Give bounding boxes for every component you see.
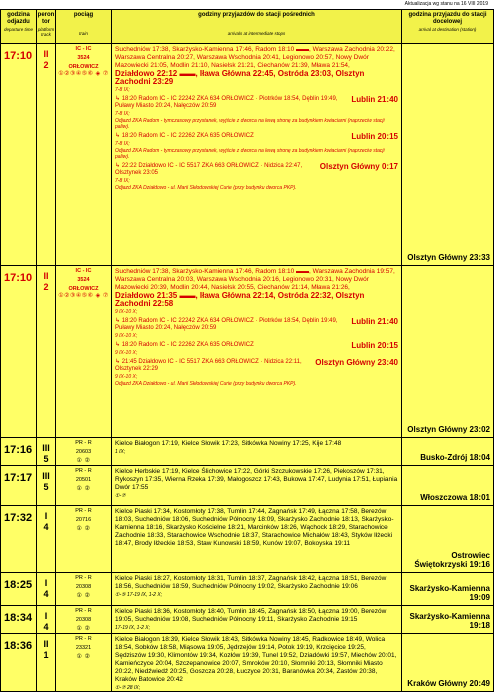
departure-cell [1, 606, 37, 634]
platform-number: II [43, 271, 49, 281]
connection-note: Odjazd ZKA Działdowo - ul. Marii Skłodowskiej Curie (przy budynku dworca PKP). [115, 381, 297, 387]
connection [115, 359, 398, 387]
connection-destination: Lublin 21:40 [351, 317, 398, 326]
destination-cell [402, 44, 494, 266]
departure-time: 18:34 [4, 612, 33, 624]
table-row [1, 506, 494, 573]
connection-destination: Olsztyn Główny 0:17 [319, 162, 398, 171]
connection-arrow-icon: ↳ [115, 163, 122, 169]
connection-text: 21:45 Działdowo IC - IC 5517 ZKA 663 ORŁOWICZ · Nidzica 22:11, Olsztynek 22:29 [115, 359, 302, 372]
departure-time: 18:36 [4, 640, 33, 652]
intermediate-stops-2: Działdowo 21:35 ▬▬, Iława Główna 22:14, Ostróda 22:32, Olsztyn Zachodni 22:58 [115, 291, 365, 308]
destination: Busko-Zdrój 18:04 [420, 453, 490, 462]
service-icons: ① ② [76, 626, 91, 632]
departure-time: 17:16 [4, 444, 33, 456]
connection-destination: Lublin 20:15 [351, 341, 398, 350]
intermediate-stops: Kielce Piaski 18:36, Kostomłoty 18:40, Tumlin 18:45, Zagnańsk 18:50, Łączna 19:00, Berezów 19:05, Suchedniów 19:08, Suchedniów Północny 19:11, Skarżysko Zachodnie 19:15 [115, 608, 387, 623]
platform-cell [37, 266, 56, 438]
train-number: 20308 [75, 584, 92, 590]
train-cell [56, 44, 112, 266]
connection-destination: Lublin 20:15 [351, 132, 398, 141]
departure-time: 18:25 [4, 579, 33, 591]
train-number: 20716 [75, 517, 92, 523]
train-number: 23321 [75, 645, 92, 651]
track-number: 5 [43, 454, 49, 464]
connection-note: Odjazd ZKA Działdowo - ul. Marii Skłodowskiej Curie (przy budynku dworca PKP). [115, 185, 297, 191]
connection [115, 318, 398, 339]
stops-cell [112, 506, 402, 573]
train-category: PR - R [75, 508, 92, 514]
train-cell [56, 634, 112, 692]
intermediate-stops: Suchedniów 17:38, Skarżysko-Kamienna 17:46, Radom 18:10 ▬▬, Warszawa Zachodnia 19:57, Warszawa Centralna 20:03, Warszawa Wschodnia 20:16, Legionowo 20:31, Nowy Dwór Mazowiecki 20:39, Modlin 20:44, Nasielsk 20:55, Ciechanów 21:14, Mława 21:26, [115, 268, 395, 291]
train-cell [56, 506, 112, 573]
destination: Ostrowiec Świętokrzyski 19:16 [414, 551, 490, 569]
destination: Olsztyn Główny 23:33 [407, 253, 490, 262]
train-category: IC - IC [75, 46, 92, 52]
track-number: 5 [43, 482, 49, 492]
table-row [1, 634, 494, 692]
train-number: 20308 [75, 617, 92, 623]
destination-cell [402, 506, 494, 573]
platform-number: I [44, 611, 48, 621]
table-row [1, 573, 494, 606]
intermediate-stops: Kielce Piaski 17:34, Kostomłoty 17:38, Tumlin 17:44, Zagnańsk 17:49, Łączna 17:58, Berezów 18:03, Suchedniów 18:06, Suchedniów Północny 18:09, Skarżysko Zachodnie 18:13, Skarżysko-Kamienna 18:16, Skarżysko Kościelne 18:21, Marcinków 18:26, Wąchock 18:29, Starachowice Zachodnie 18:33, Starachowice Wschodnie 18:37, Starachowice Michałów 18:43, Styków Iłżecki 18:47, Brody Iłżeckie 18:53, Staw Kunowski 18:59, Kunów 19:07, Bokoyska 19:11 [115, 508, 394, 547]
service-icons: ① ② [76, 526, 91, 532]
timetable [0, 9, 494, 692]
connection-arrow-icon: ↳ [115, 342, 122, 348]
train-category: PR - R [75, 468, 92, 474]
destination-cell [402, 438, 494, 466]
destination: Włoszczowa 18:01 [420, 493, 490, 502]
service-icons: ①②③④⑤⑥ ◈ ⑦ [58, 293, 109, 299]
destination: Skarżysko-Kamienna 19:18 [409, 612, 490, 630]
service-icons: ①②③④⑤⑥ ◈ ⑦ [58, 71, 109, 77]
track-number: 4 [43, 622, 49, 632]
update-notice: Aktualizacja wg stanu na 16 VIII 2019 [404, 1, 488, 7]
track-number: 4 [43, 589, 49, 599]
departure-time: 17:32 [4, 512, 33, 524]
service-days: 9 IX-10 X; [115, 309, 138, 315]
train-number: 20603 [75, 449, 92, 455]
table-row [1, 606, 494, 634]
platform-cell [37, 634, 56, 692]
destination: Olsztyn Główny 23:02 [407, 425, 490, 434]
departure-cell [1, 438, 37, 466]
table-row [1, 438, 494, 466]
platform-number: II [43, 49, 49, 59]
connection-text: 18:20 Radom IC - IC 22262 ZKA 635 ORŁOWICZ [121, 133, 254, 139]
platform-cell [37, 506, 56, 573]
connection-destination: Olsztyn Główny 23:40 [315, 358, 398, 367]
destination-cell [402, 466, 494, 506]
connection-text: 18:20 Radom IC - IC 22262 ZKA 635 ORŁOWICZ [121, 342, 254, 348]
train-category: PR - R [75, 608, 92, 614]
stops-cell [112, 606, 402, 634]
departure-cell [1, 506, 37, 573]
connection-days: 9 IX-10 X; [115, 333, 138, 339]
train-cell [56, 606, 112, 634]
platform-number: II [43, 639, 49, 649]
train-category: IC - IC [75, 268, 92, 274]
connection-text: 18:20 Radom IC - IC 22242 ZKA 634 ORŁOWICZ · Piotrków 18:54, Dęblin 19:49, Puławy Miasto 20:24, Nałęczów 20:59 [115, 96, 338, 109]
destination: Kraków Główny 20:49 [407, 679, 490, 688]
train-category: PR - R [75, 575, 92, 581]
stops-cell [112, 438, 402, 466]
connection-arrow-icon: ↳ [115, 133, 122, 139]
departure-time: 17:10 [4, 272, 33, 284]
train-cell [56, 466, 112, 506]
connection-days: 7-8 IX; [115, 178, 130, 184]
table-row [1, 44, 494, 266]
stops-cell [112, 466, 402, 506]
track-number: 4 [43, 522, 49, 532]
departure-time: 17:17 [4, 472, 33, 484]
connection-destination: Lublin 21:40 [351, 95, 398, 104]
service-icons: ① ② [76, 458, 91, 464]
service-days: ①-⑦ 28 IX; [115, 685, 141, 691]
train-name: ORŁOWICZ [68, 64, 99, 70]
service-days: 7-8 IX; [115, 87, 130, 93]
service-days: ①-⑤ 17-19 IX, 1-2 X; [115, 592, 163, 598]
departure-cell [1, 44, 37, 266]
stops-cell [112, 573, 402, 606]
destination: Skarżysko-Kamienna 19:09 [409, 584, 490, 602]
train-number: 20501 [75, 477, 92, 483]
table-row [1, 266, 494, 438]
connection-days: 9 IX-10 X; [115, 350, 138, 356]
header-via: godziny przyjazdów do stacji pośrednich arrivals at intermediate stops [112, 10, 402, 44]
track-number: 2 [43, 60, 49, 70]
departure-cell [1, 266, 37, 438]
service-icons: ① ② [76, 593, 91, 599]
departure-cell [1, 634, 37, 692]
track-number: 2 [43, 282, 49, 292]
platform-cell [37, 44, 56, 266]
platform-number: I [44, 578, 48, 588]
connection-text: 18:20 Radom IC - IC 22242 ZKA 634 ORŁOWICZ · Piotrków 18:54, Dęblin 19:49, Puławy Miasto 20:24, Nałęczów 20:59 [115, 318, 338, 331]
connection [115, 133, 398, 160]
connection-arrow-icon: ↳ [115, 359, 122, 365]
connection [115, 96, 398, 130]
table-row [1, 466, 494, 506]
intermediate-stops: Kielce Białogon 17:19, Kielce Słowik 17:23, Sitkówka Nowiny 17:25, Kije 17:48 [115, 440, 342, 447]
destination-cell [402, 266, 494, 438]
train-cell [56, 573, 112, 606]
connection-days: 7-8 IX; [115, 111, 130, 117]
platform-cell [37, 606, 56, 634]
stops-cell [112, 266, 402, 438]
header-platform: peron tor platform track [37, 10, 56, 44]
stops-cell [112, 44, 402, 266]
intermediate-stops: Kielce Białogon 18:39, Kielce Słowik 18:43, Sitkówka Nowiny 18:45, Radkowice 18:49, Wolica 18:54, Sobków 18:58, Miąsowa 19:05, Jędrzejów 19:14, Potok 19:19, Krzcięcice 19:25, Sędziszów 19:30, Klimontów 19:34, Kozłów 19:39, Tunel 19:52, Dziadówki 19:57, Miechów 20:01, Kamieńczyce 20:04, Szczepanowice 20:07, Smroków 20:10, Słomniki 20:13, Słomniki Miasto 20:22, Niedźwiedź 20:25, Goszcza 20:28, Łuczyce 20:31, Baranówka 20:34, Zastów 20:38, Kraków Batowice 20:42 [115, 636, 397, 683]
service-icons: ① ② [76, 486, 91, 492]
intermediate-stops: Kielce Herbskie 17:19, Kielce Ślichowice 17:22, Górki Szczukowskie 17:26, Piekoszów 17:31, Rykoszyn 17:35, Wierna Rzeka 17:39, Małogoszcz 17:43, Bukowa 17:47, Ludynia 17:51, Łupiania Dwór 17:55 [115, 468, 398, 491]
header-time: godzina odjazdu departure time [1, 10, 37, 44]
connection-arrow-icon: ↳ [115, 96, 122, 102]
service-days: 1 IX; [115, 449, 126, 455]
stops-cell [112, 634, 402, 692]
header-dest: godzina przyjazdu do stacji docelowej arrival at destination (station) [402, 10, 494, 44]
connection-arrow-icon: ↳ [115, 318, 122, 324]
connection [115, 342, 398, 356]
connection-text: 22:22 Działdowo IC - IC 5517 ZKA 663 ORŁOWICZ · Nidzica 22:47, Olsztynek 23:05 [115, 163, 303, 176]
departure-cell [1, 573, 37, 606]
platform-cell [37, 438, 56, 466]
connection-note: Odjazd ZKA Radom - tymczasowy przystanek, wyjście z dworca na lewą stronę za budynkiem kwiaciarni (naprzeciw stacji paliw). [115, 118, 385, 130]
destination-cell [402, 634, 494, 692]
train-number: 3524 [77, 55, 90, 61]
destination-cell [402, 606, 494, 634]
platform-number: III [42, 471, 50, 481]
train-number: 3524 [77, 277, 90, 283]
train-name: ORŁOWICZ [68, 286, 99, 292]
train-cell [56, 266, 112, 438]
service-days: 17-19 IX, 1-2 X; [115, 625, 151, 631]
destination-cell [402, 573, 494, 606]
departure-time: 17:10 [4, 50, 33, 62]
header-train: pociąg train [56, 10, 112, 44]
platform-number: III [42, 443, 50, 453]
service-icons: ① ② [76, 654, 91, 660]
departure-cell [1, 466, 37, 506]
header-row [1, 10, 494, 44]
service-days: ①-⑦ [115, 493, 126, 499]
connection-days: 9 IX-10 X; [115, 374, 138, 380]
platform-cell [37, 466, 56, 506]
platform-cell [37, 573, 56, 606]
track-number: 1 [43, 650, 49, 660]
connection-days: 7-8 IX; [115, 141, 130, 147]
train-category: PR - R [75, 636, 92, 642]
platform-number: I [44, 511, 48, 521]
connection [115, 163, 398, 191]
connection-note: Odjazd ZKA Radom - tymczasowy przystanek, wyjście z dworca na lewą stronę za budynkiem kwiaciarni (naprzeciw stacji paliw). [115, 148, 385, 160]
train-cell [56, 438, 112, 466]
intermediate-stops: Suchedniów 17:38, Skarżysko-Kamienna 17:46, Radom 18:10 ▬▬, Warszawa Zachodnia 20:22, Warszawa Centralna 20:27, Warszawa Wschodnia 20:41, Legionowo 20:57, Nowy Dwór Mazowiecki 21:05, Modlin 21:10, Nasielsk 21:21, Ciechanów 21:39, Mława 21:54, [115, 46, 395, 69]
train-category: PR - R [75, 440, 92, 446]
intermediate-stops-2: Działdowo 22:12 ▬▬, Iława Główna 22:45, Ostróda 23:03, Olsztyn Zachodni 23:29 [115, 69, 365, 86]
intermediate-stops: Kielce Piaski 18:27, Kostomłoty 18:31, Tumlin 18:37, Zagnańsk 18:42, Łączna 18:51, Berezów 18:56, Suchedniów 18:59, Suchedniów Północny 19:02, Skarżysko Zachodnie 19:06 [115, 575, 387, 590]
